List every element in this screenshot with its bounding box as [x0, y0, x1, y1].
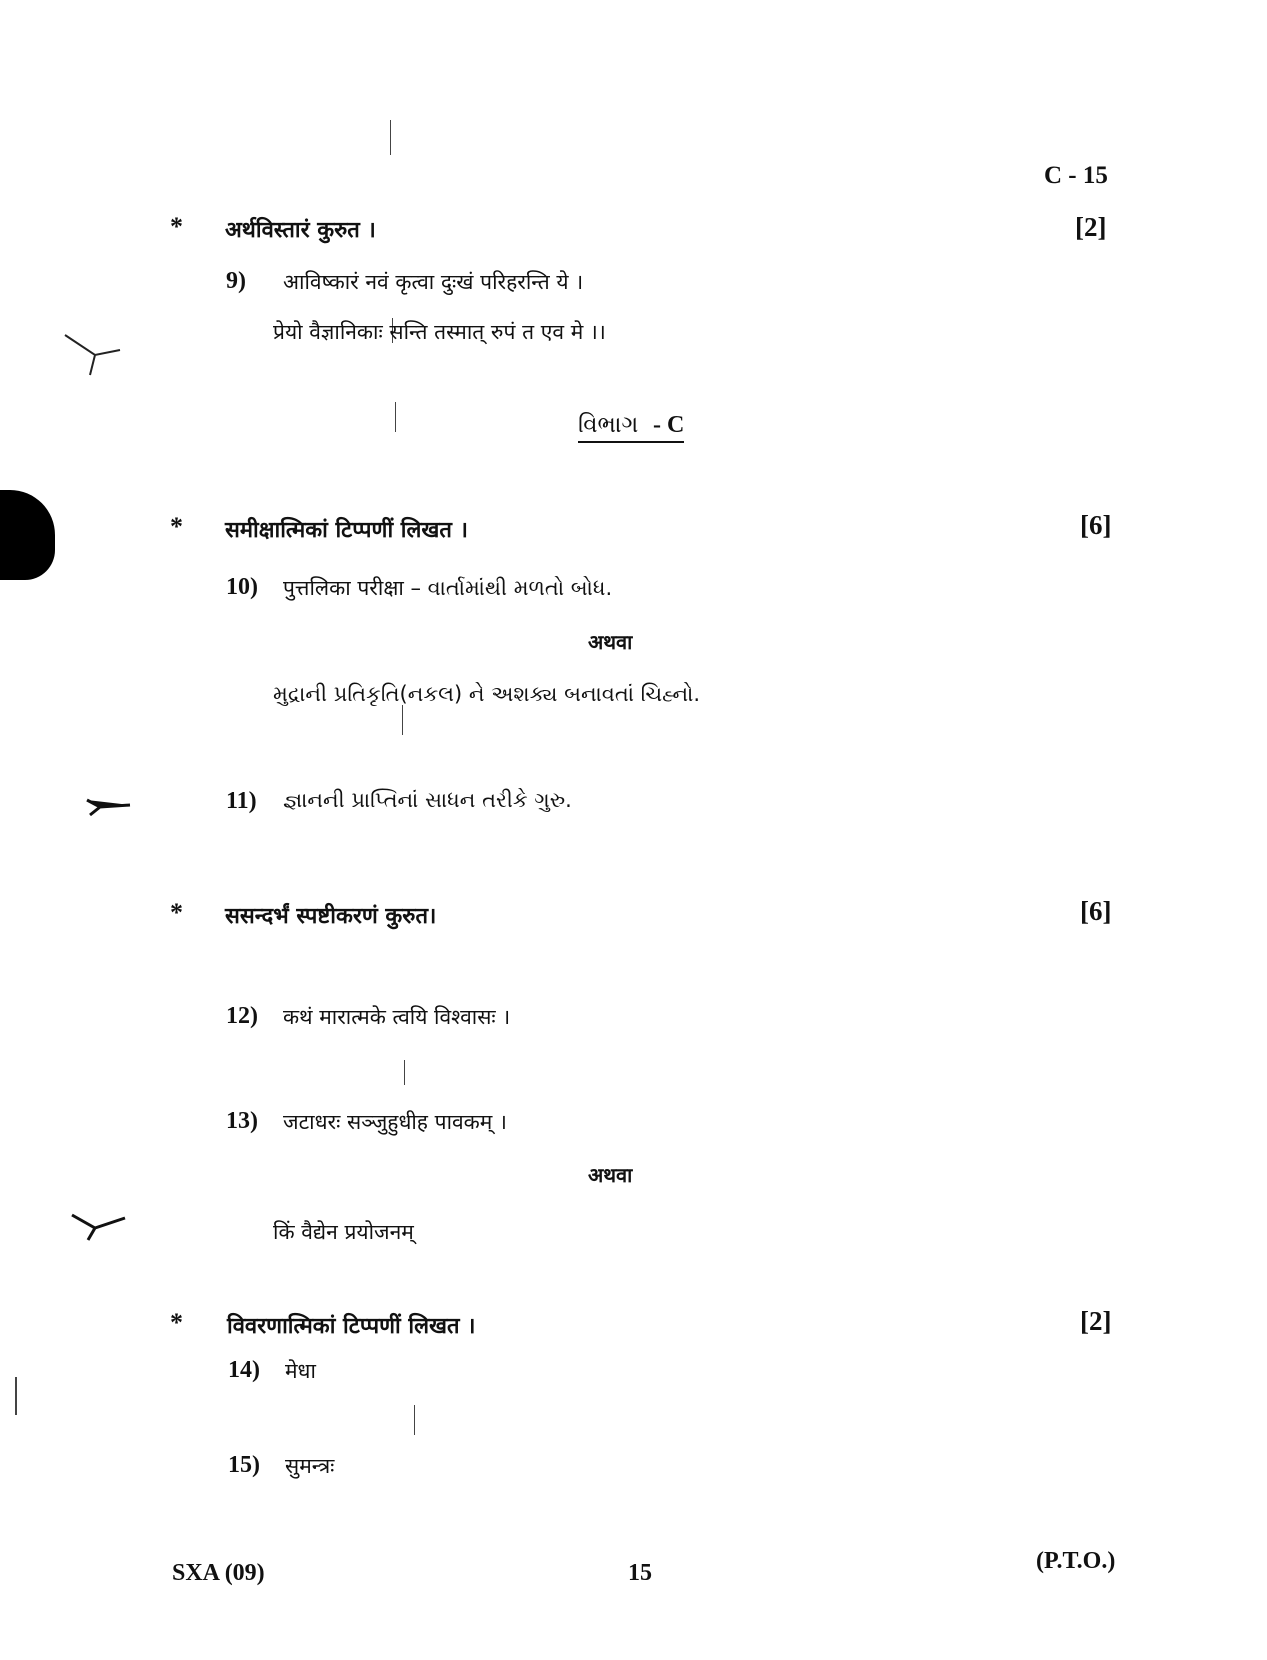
question-10-sanskrit: पुत्तलिका परीक्षा [283, 576, 404, 600]
scan-line-artifact [15, 1377, 17, 1415]
question-star: * [170, 212, 183, 241]
instruction-arthavistara: अर्थविस्तारं कुरुत । [225, 217, 376, 243]
question-11-text: જ્ઞાનની પ્રાપ્તિનાં સાધન તરીકે ગુરુ. [283, 788, 572, 812]
scan-mark-artifact [60, 330, 130, 380]
question-13-text: जटाधरः सञ्जुहुधीह पावकम् । [283, 1110, 507, 1134]
athava-label: अथवा [588, 630, 633, 654]
scan-blob-artifact [0, 490, 55, 580]
marks-badge: [2] [1075, 212, 1107, 242]
question-9-line-2: प्रेयो वैज्ञानिकाः सन्ति तस्मात् रुपं त एव मे ।। [273, 320, 606, 344]
scan-mark-artifact [85, 795, 135, 820]
question-number-11: 11) [226, 788, 257, 814]
question-number-13: 13) [226, 1108, 258, 1134]
marks-badge: [2] [1080, 1306, 1112, 1336]
scan-line-artifact [404, 1060, 405, 1085]
page-code: C - 15 [1044, 162, 1108, 189]
question-number-12: 12) [226, 1003, 258, 1029]
question-number-15: 15) [228, 1452, 260, 1478]
question-14-text: मेधा [285, 1359, 316, 1383]
section-label: વિભાગ [578, 412, 639, 438]
question-9-line-1: आविष्कारं नवं कृत्वा दुःखं परिहरन्ति ये । [283, 270, 584, 294]
marks-badge: [6] [1080, 896, 1112, 926]
question-10-gujarati: – વાર્તામાંથી મળતો બોધ. [403, 576, 613, 600]
instruction-sasandarbha: ससन्दर्भं स्पष्टीकरणं कुरुत। [225, 903, 437, 929]
scan-line-artifact [395, 402, 396, 432]
page-number: 15 [628, 1560, 652, 1586]
question-15-text: सुमन्त्रः [285, 1454, 335, 1478]
question-number-10: 10) [226, 574, 258, 600]
question-star: * [170, 1308, 183, 1337]
scan-line-artifact [402, 705, 403, 735]
question-13-alternative: किं वैद्येन प्रयोजनम् [273, 1220, 414, 1244]
scan-mark-artifact [70, 1210, 130, 1245]
question-star: * [170, 512, 183, 541]
marks-badge: [6] [1080, 510, 1112, 540]
athava-label: अथवा [588, 1163, 633, 1187]
section-heading-vibhag-c [578, 412, 684, 443]
pto-label: (P.T.O.) [1036, 1548, 1116, 1574]
question-number-9: 9) [226, 268, 246, 294]
question-star: * [170, 898, 183, 927]
question-10-text [283, 574, 612, 602]
scan-line-artifact [414, 1405, 415, 1435]
question-12-text: कथं मारात्मके त्वयि विश्वासः । [283, 1005, 511, 1029]
scan-line-artifact [390, 120, 391, 155]
instruction-vivaranatmika: विवरणात्मिकां टिप्पणीं लिखत । [227, 1313, 476, 1339]
footer-code: SXA (09) [172, 1560, 265, 1586]
instruction-samikshatmika: समीक्षात्मिकां टिप्पणीं लिखत । [225, 517, 468, 543]
section-letter: - C [652, 412, 685, 438]
question-10-alternative: મુદ્રાની પ્રતિકૃતિ(નકલ) ને અશક્ય બનાવતાં ચિહ્નો. [273, 682, 701, 706]
question-number-14: 14) [228, 1357, 260, 1383]
